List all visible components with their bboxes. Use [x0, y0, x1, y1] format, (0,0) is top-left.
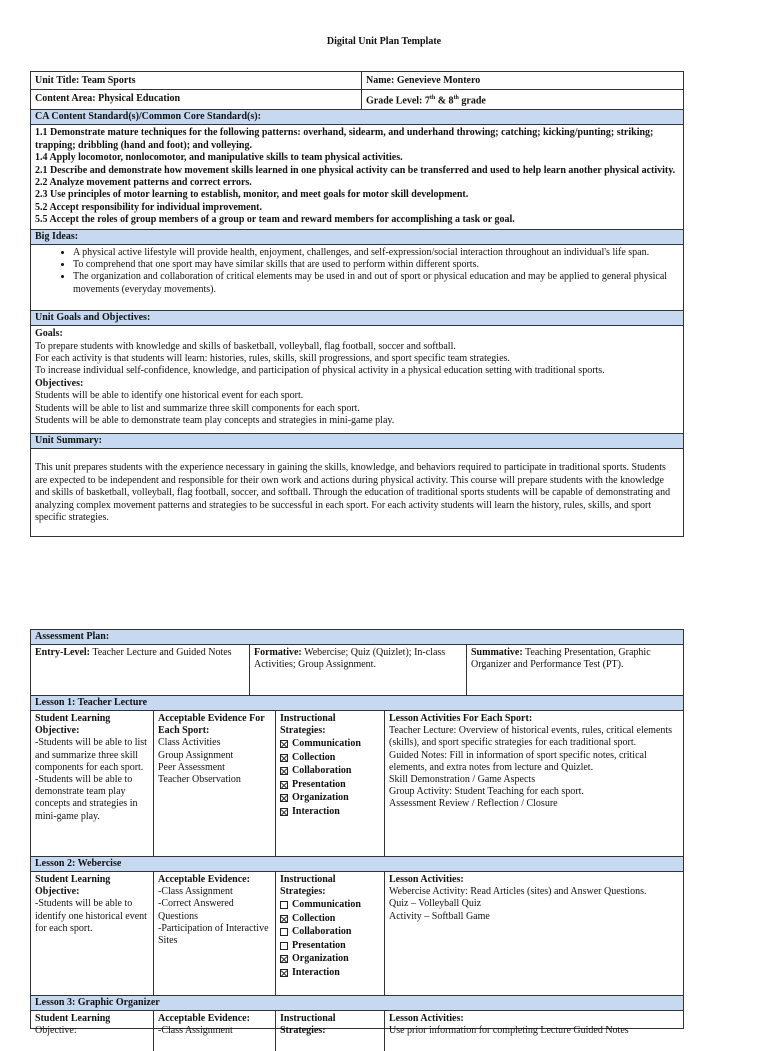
- lesson2-row: [31, 872, 683, 996]
- lesson1-objective: Student Learning Objective: -Students will be able to list and summarize three skill components for each sport. -Students will be able to demonstrate team play concepts and strategies in mini-game play.: [31, 711, 154, 856]
- strategy-item: Presentation: [280, 939, 380, 953]
- standard-item: 2.1 Describe and demonstrate how movement skills learned in one physical activity can be transferred and used to help learn another physical activity.: [35, 164, 676, 176]
- objective-item: Students will be able to identify one historical event for each sport.: [35, 390, 304, 402]
- empty-box-icon: [280, 942, 288, 950]
- grade-level: Grade Level: 7th & 8th grade: [366, 95, 486, 107]
- lesson3-evidence: Acceptable Evidence: -Class Assignment: [154, 1011, 276, 1051]
- big-ideas-header: Big Ideas:: [31, 230, 683, 245]
- strategy-item: Communication: [280, 898, 380, 912]
- lesson2-evidence: Acceptable Evidence: -Class Assignment -Correct Answered Questions -Participation of Interactive Sites: [154, 872, 276, 995]
- goals-header: Unit Goals and Objectives:: [31, 311, 683, 326]
- big-idea-item: • A physical active lifestyle will provide health, enjoyment, challenges, and self-expression/social interaction throughout an individual's life span.: [73, 247, 679, 259]
- goal-item: For each activity is that students will learn: histories, rules, skills, skill progressions, and sport specific team strategies.: [35, 353, 510, 365]
- strategy-item: Collection: [280, 751, 380, 765]
- objectives-label: Objectives:: [35, 377, 84, 389]
- checked-box-icon: [280, 754, 288, 762]
- standard-item: 2.2 Analyze movement patterns and correct errors.: [35, 176, 252, 188]
- strategy-item: Organization: [280, 791, 380, 805]
- strategy-item: Collaboration: [280, 925, 380, 939]
- unit-title: Unit Title: Team Sports: [31, 72, 362, 89]
- standard-item: 5.2 Accept responsibility for individual improvement.: [35, 201, 262, 213]
- standard-item: 2.3 Use principles of motor learning to establish, monitor, and meet goals for motor skill development.: [35, 189, 469, 201]
- lesson1-header: Lesson 1: Teacher Lecture: [31, 696, 683, 711]
- summary-text: This unit prepares students with the experience necessary in gaining the skills, knowledge, and behaviors required to participate in traditional sports. Students are expected to be independent and responsible for their own work and actions during physical activity. This course will prepare students with the knowledge and skills of basketball, volleyball, flag football, soccer, and softball. Through the education of traditional sports students will be capable of demonstrating and analyzing complex movement patterns and strategies to be successful in each sport. For each activity students will learn the history, rules, skills, and sport specific strategies.: [35, 462, 671, 524]
- checked-box-icon: [280, 915, 288, 923]
- objective-item: Students will be able to list and summarize three skill components for each sport.: [35, 402, 360, 414]
- big-idea-item: • To comprehend that one sport may have similar skills that are used to perform within different sports.: [73, 259, 679, 271]
- lesson2-header: Lesson 2: Webercise: [31, 857, 683, 872]
- objective-item: Students will be able to demonstrate team play concepts and strategies in mini-game play.: [35, 415, 395, 427]
- strategy-item: Presentation: [280, 778, 380, 792]
- empty-box-icon: [280, 928, 288, 936]
- goal-item: To increase individual self-confidence, knowledge, and participation of physical activity in a physical education setting with traditional sports.: [35, 365, 605, 377]
- formative-cell: Formative: Webercise; Quiz (Quizlet); In-class Activities; Group Assignment.: [250, 645, 467, 695]
- strategy-item: Interaction: [280, 805, 380, 819]
- lesson3-header: Lesson 3: Graphic Organizer: [31, 996, 683, 1011]
- document-title: Digital Unit Plan Template: [326, 36, 442, 47]
- goals-body: [31, 326, 683, 434]
- lesson3-row: [31, 1011, 683, 1051]
- entry-level-cell: Entry-Level: Teacher Lecture and Guided Notes: [31, 645, 250, 695]
- goal-item: To prepare students with knowledge and skills of basketball, volleyball, flag football, soccer and softball.: [35, 340, 456, 352]
- checked-box-icon: [280, 767, 288, 775]
- content-area-row: [31, 90, 683, 110]
- lesson2-activities: Lesson Activities: Webercise Activity: Read Articles (sites) and Answer Questions. Quiz – Volleyball Quiz Activity – Softball Game: [389, 874, 647, 922]
- lesson1-activities: Lesson Activities For Each Sport: Teacher Lecture: Overview of historical events, rules, critical elements (skills), and sport specific strategies for each traditional sport. Guided Notes: Fill in information of sport specific notes, critical elements, and extra notes from lecture and Quizlet. Skill Demonstration / Game Aspects Group Activity: Student Teaching for each sport. Assessment Review / Reflection / Closure: [389, 713, 673, 810]
- content-area: Content Area: Physical Education: [31, 90, 362, 109]
- checked-box-icon: [280, 808, 288, 816]
- lesson2-objective: Student Learning Objective: -Students will be able to identify one historical event for each sport.: [31, 872, 154, 995]
- lesson3-objective: Student Learning Objective:: [31, 1011, 154, 1051]
- summative-cell: Summative: Teaching Presentation, Graphic Organizer and Performance Test (PT).: [471, 647, 651, 671]
- big-ideas-list: [31, 245, 683, 312]
- lesson3-activities: Lesson Activities: Use prior information for completing Lecture Guided Notes: [389, 1013, 629, 1037]
- empty-box-icon: [280, 901, 288, 909]
- strategy-item: Collaboration: [280, 764, 380, 778]
- assessment-row: [31, 645, 683, 696]
- summary-header: Unit Summary:: [31, 434, 683, 449]
- checked-box-icon: [280, 955, 288, 963]
- checked-box-icon: [280, 781, 288, 789]
- strategy-item: Interaction: [280, 966, 380, 980]
- checked-box-icon: [280, 969, 288, 977]
- standards-list: [31, 125, 683, 229]
- standard-item: 1.4 Apply locomotor, nonlocomotor, and manipulative skills to team physical activities.: [35, 152, 403, 164]
- strategy-item: Collection: [280, 912, 380, 926]
- lesson1-strategies: Instructional Strategies: Communication Collection Collaboration Presentation Organization Interaction: [276, 711, 385, 856]
- big-idea-item: • The organization and collaboration of critical elements may be used in and out of sport or physical education and may be applied to general physical movements (everyday movements).: [73, 271, 679, 296]
- teacher-name: Name: Genevieve Montero: [366, 75, 481, 86]
- lesson1-evidence: Acceptable Evidence For Each Sport: Class Activities Group Assignment Peer Assessment Teacher Observation: [154, 711, 276, 856]
- strategy-item: Communication: [280, 737, 380, 751]
- unit-info-table: [30, 71, 684, 537]
- lesson1-row: [31, 711, 683, 857]
- standard-item: 1.1 Demonstrate mature techniques for the following patterns: overhand, sidearm, and underhand throwing; catching; kicking/punting; striking; trapping; dribbling (hand and foot); and volleying.: [35, 127, 654, 151]
- lesson3-strategies: Instructional Strategies:: [276, 1011, 385, 1051]
- unit-title-row: [31, 72, 683, 90]
- goals-label: Goals:: [35, 328, 63, 340]
- lesson2-strategies: Instructional Strategies: Communication Collection Collaboration Presentation Organization Interaction: [276, 872, 385, 995]
- standards-header: CA Content Standard(s)/Common Core Standard(s):: [31, 110, 683, 125]
- assessment-header: Assessment Plan:: [31, 630, 683, 645]
- checked-box-icon: [280, 740, 288, 748]
- lesson-plan-table: [30, 629, 684, 1037]
- standard-item: 5.5 Accept the roles of group members of a group or team and reward members for accomplishing a task or goal.: [35, 214, 515, 226]
- strategy-item: Organization: [280, 952, 380, 966]
- checked-box-icon: [280, 794, 288, 802]
